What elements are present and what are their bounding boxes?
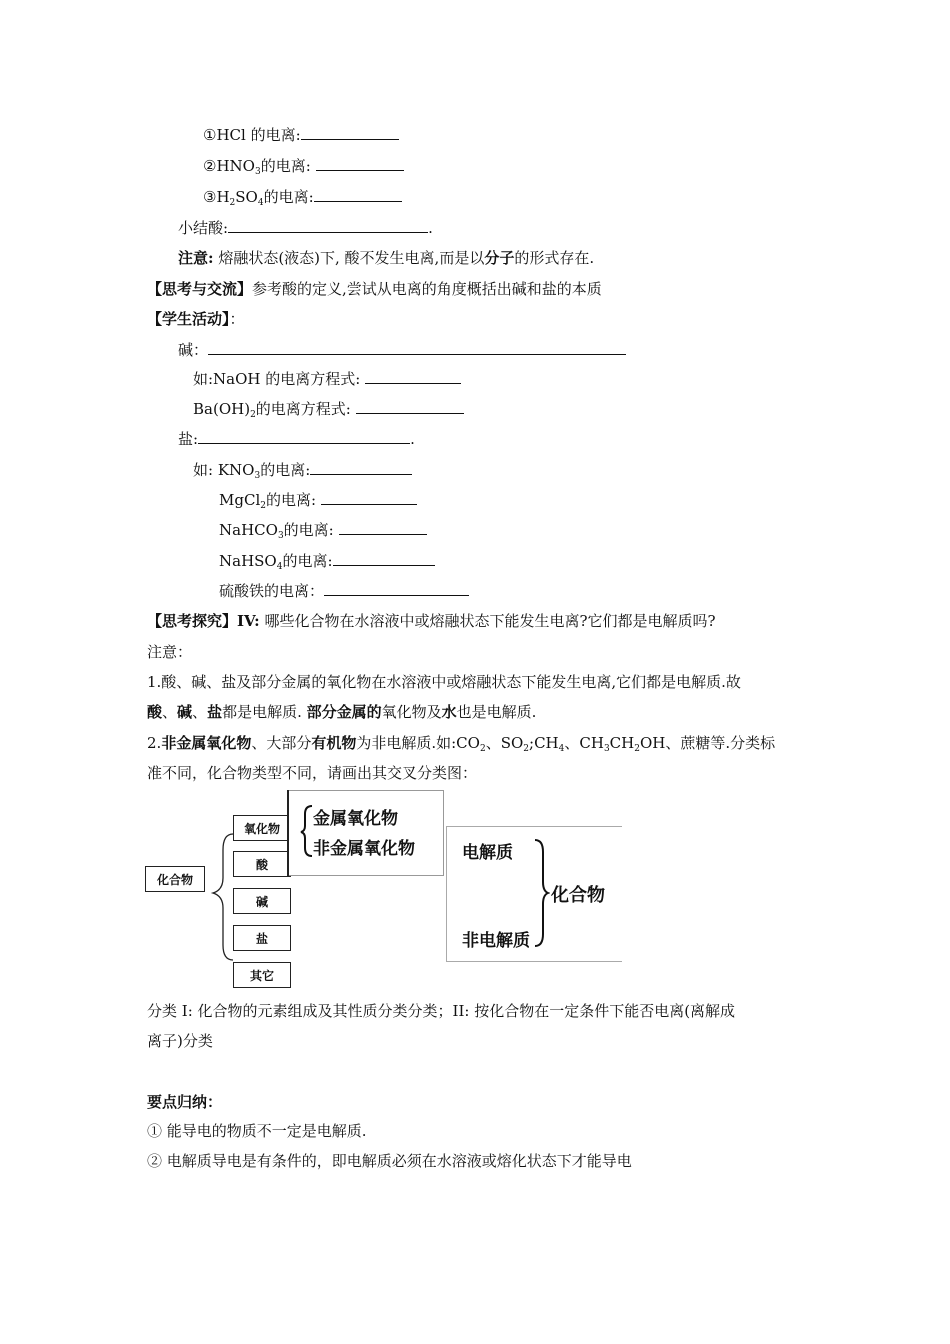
compound-brace	[532, 838, 550, 948]
base-definition: 碱：	[178, 340, 626, 360]
answer-blank[interactable]	[314, 187, 402, 202]
answer-blank[interactable]	[356, 399, 464, 414]
electrolyte-label: 电解质	[462, 843, 513, 863]
salt-definition: 盐: .	[178, 430, 415, 448]
hno3-ionization: $②HNO_3$的电离:	[203, 156, 404, 176]
non-electrolyte-label: 非电解质	[462, 931, 530, 951]
student-activity: 【学生活动】：	[147, 310, 245, 328]
classification-line-1: 分类 I: 化合物的元素组成及其性质分类分类；II: 按化合物在一定条件下能否电离(离解成	[147, 1002, 736, 1020]
acid-summary: 小结酸: .	[178, 219, 433, 237]
nahco3-ionization: NaHCO$_3$的电离:	[219, 520, 427, 540]
point-2-line-2: 准不同，化合物类型不同，请画出其交叉分类图：	[147, 764, 478, 782]
answer-blank[interactable]	[198, 429, 410, 444]
point-1-line-1: 1.酸、碱、盐及部分金属的氧化物在水溶液中或熔融状态下能发生电离,它们都是电解质.故	[147, 673, 741, 691]
classification-line-2: 离子)分类	[147, 1032, 213, 1050]
baoh2-ionization: $Ba(OH)_2$的电离方程式:	[193, 399, 464, 419]
branch-box-salt: 盐	[233, 925, 291, 951]
key-point-1: ① 能导电的物质不一定是电解质.	[147, 1122, 367, 1140]
answer-blank[interactable]	[310, 460, 412, 475]
branch-box-oxide: 氧化物	[233, 815, 291, 841]
answer-blank[interactable]	[365, 369, 461, 384]
answer-blank[interactable]	[321, 490, 417, 505]
acid-note: 注意: 熔融状态(液态)下, 酸不发生电离,而是以分子的形式存在.	[178, 249, 595, 267]
key-points-title: 要点归纳：	[147, 1093, 223, 1111]
answer-blank[interactable]	[333, 551, 435, 566]
branch-box-acid: 酸	[233, 851, 291, 877]
oxide-type-nonmetal: 非金属氧化物	[313, 839, 415, 859]
answer-blank[interactable]	[228, 218, 428, 233]
nahso4-ionization: NaHSO$_4$的电离:	[219, 551, 435, 571]
branch-box-other: 其它	[233, 962, 291, 988]
answer-blank[interactable]	[324, 581, 469, 596]
answer-blank[interactable]	[208, 340, 626, 355]
hcl-ionization: ①HCl 的电离:	[203, 125, 399, 145]
compound-label: 化合物	[551, 885, 605, 906]
answer-blank[interactable]	[316, 156, 404, 171]
mgcl2-ionization: MgCl$_2$的电离:	[219, 490, 417, 510]
kno3-ionization: 如: $KNO_3$的电离:	[193, 460, 412, 480]
branch-box-base: 碱	[233, 888, 291, 914]
think-explore: 【思考探究】IV: 哪些化合物在水溶液中或熔融状态下能发生电离?它们都是电解质吗?	[147, 612, 716, 630]
iron-sulfate-ionization: 硫酸铁的电离：	[219, 581, 469, 601]
answer-blank[interactable]	[339, 520, 427, 535]
answer-blank[interactable]	[301, 125, 399, 140]
h2so4-ionization: $③H_2SO_4$的电离:	[203, 187, 402, 207]
oxide-brace	[300, 804, 314, 858]
naoh-ionization: 如:NaOH 的电离方程式:	[193, 369, 461, 389]
oxide-type-metal: 金属氧化物	[313, 809, 398, 829]
point-2-line-1: 2.非金属氧化物、大部分有机物为非电解质.如$:CO_2$、$SO_2;CH_4$、$CH_3CH_2OH$、蔗糖等.分类标	[147, 734, 776, 754]
point-1-line-2: 酸、碱、盐都是电解质. 部分金属的氧化物及水也是电解质.	[147, 703, 537, 721]
key-point-2: ② 电解质导电是有条件的，即电解质必须在水溶液或熔化状态下才能导电	[147, 1152, 632, 1170]
compound-root-box: 化合物	[145, 866, 205, 892]
think-exchange: 【思考与交流】参考酸的定义,尝试从电离的角度概括出碱和盐的本质	[147, 280, 602, 298]
note-label: 注意：	[147, 643, 193, 661]
